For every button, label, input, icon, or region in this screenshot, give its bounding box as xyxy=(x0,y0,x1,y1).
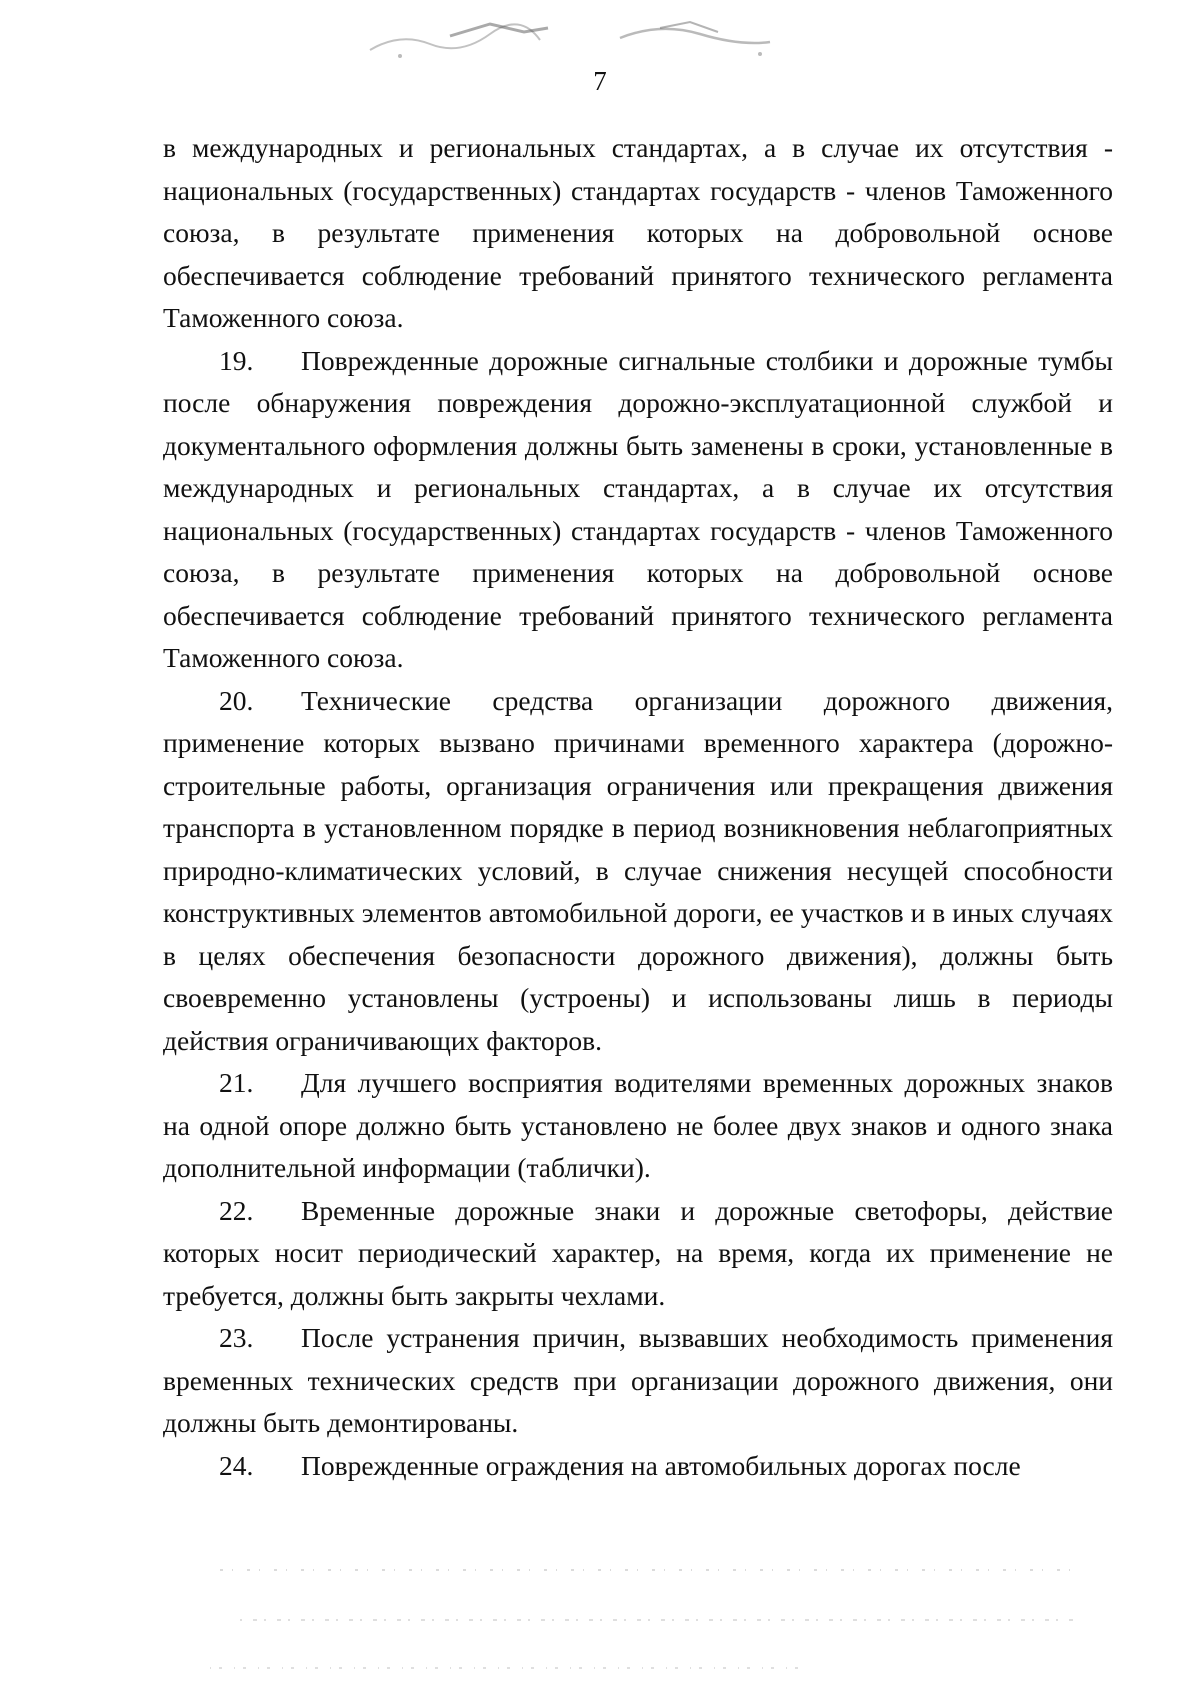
paragraph-number: 21. xyxy=(219,1067,254,1098)
page-number: 7 xyxy=(593,66,607,96)
paragraph-20 xyxy=(163,680,1113,1063)
paragraph-continuation xyxy=(163,127,1113,340)
paragraph-24 xyxy=(163,1445,1113,1488)
paragraph-number: 20. xyxy=(219,684,254,716)
paragraph-number: 19. xyxy=(219,344,254,376)
scan-artifact-marks xyxy=(360,10,820,70)
paragraph-22 xyxy=(163,1190,1113,1318)
paragraph-text: Поврежденные дорожные сигнальные столбики и дорожные тумбы после обнаружения повреждения дорожно-эксплуатационной службой и документального оформления должны быть заменены в сроки, установленные в международных и региональных стандартах, а в случае их отсутствия национальных (государственных) стандартах государств - членов Таможенного союза, в результате применения которых на добровольной основе обеспечивается соблюдение требований принятого технического регламента Таможенного союза. xyxy=(163,344,1113,673)
paragraph-text: в международных и региональных стандартах, а в случае их отсутствия - национальных (государственных) стандартах государств - членов Таможенного союза, в результате применения которых на добровольной основе обеспечивается соблюдение требований принятого технического регламента Таможенного союза. xyxy=(163,132,1113,333)
paragraph-text: После устранения причин, вызвавших необходимость применения временных технических средств при организации дорожного движения, они должны быть демонтированы. xyxy=(163,1322,1113,1438)
paragraph-23 xyxy=(163,1317,1113,1445)
paragraph-19 xyxy=(163,340,1113,680)
document-body xyxy=(163,127,1113,1487)
paragraph-number: 23. xyxy=(219,1322,254,1353)
paragraph-number: 24. xyxy=(219,1449,254,1481)
paragraph-text: Технические средства организации дорожного движения, применение которых вызвано причинами временного характера (дорожно-строительные работы, организация ограничения или прекращения движения транспорта в установленном порядке в период возникновения неблагоприятных природно-климатических условий, в случае снижения несущей способности конструктивных элементов автомобильной дороги, ее участков и в иных случаях в целях обеспечения безопасности дорожного движения), должны быть своевременно установлены (устроены) и использованы лишь в периоды действия ограничивающих факторов. xyxy=(163,684,1113,1056)
paragraph-text: Поврежденные ограждения на автомобильных дорогах после xyxy=(301,1449,1021,1481)
scan-noise xyxy=(200,1540,1100,1690)
paragraph-21 xyxy=(163,1062,1113,1190)
paragraph-text: Для лучшего восприятия водителями временных дорожных знаков на одной опоре должно быть установлено не более двух знаков и одного знака дополнительной информации (таблички). xyxy=(163,1067,1113,1183)
paragraph-number: 22. xyxy=(219,1194,254,1226)
paragraph-text: Временные дорожные знаки и дорожные светофоры, действие которых носит периодический характер, на время, когда их применение не требуется, должны быть закрыты чехлами. xyxy=(163,1194,1113,1311)
